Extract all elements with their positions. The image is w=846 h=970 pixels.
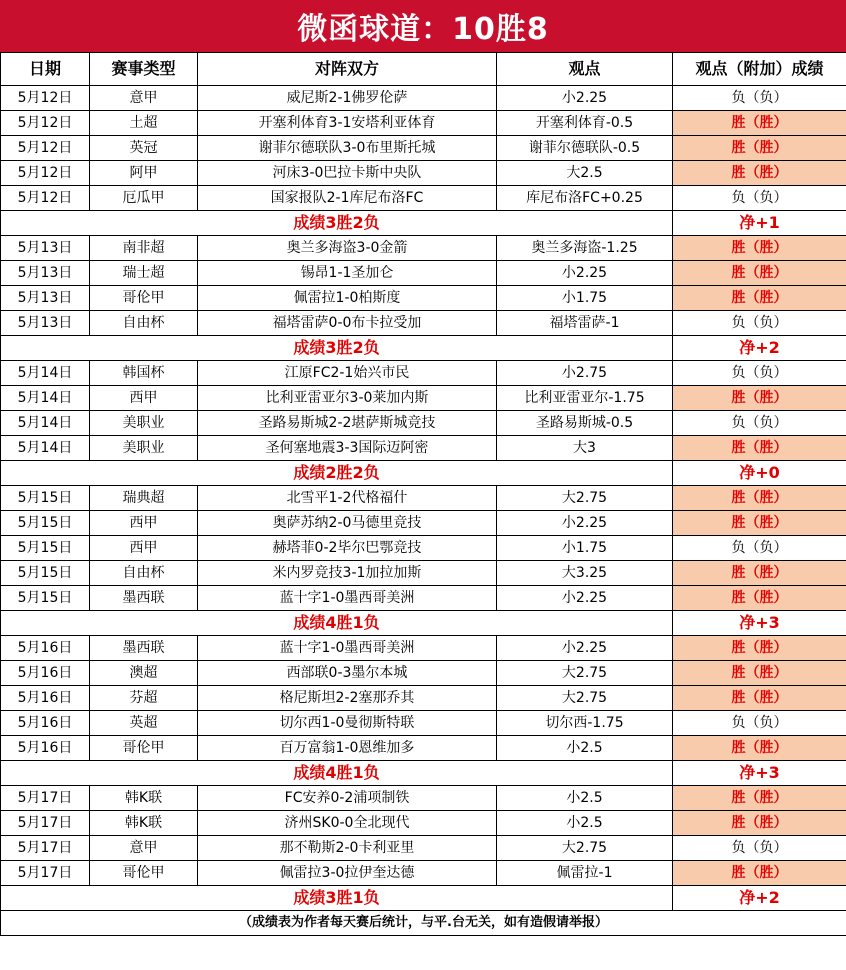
- table-row: [1, 686, 846, 711]
- cell-result: 胜（胜）: [673, 111, 846, 136]
- table-row: [1, 436, 846, 461]
- cell-date: 5月17日: [1, 861, 90, 886]
- footer-note: （成绩表为作者每天赛后统计，与平.台无关，如有造假请举报）: [1, 911, 846, 936]
- cell-match: 福塔雷萨0-0布卡拉受加: [198, 311, 497, 336]
- summary-row: [1, 886, 846, 911]
- table-row: [1, 411, 846, 436]
- summary-net: 净+1: [673, 211, 846, 236]
- cell-result: 胜（胜）: [673, 386, 846, 411]
- cell-pick: 开塞利体育-0.5: [497, 111, 673, 136]
- cell-date: 5月16日: [1, 686, 90, 711]
- cell-date: 5月12日: [1, 186, 90, 211]
- cell-match: 佩雷拉1-0柏斯度: [198, 286, 497, 311]
- summary-row: [1, 461, 846, 486]
- cell-match: 谢菲尔德联队3-0布里斯托城: [198, 136, 497, 161]
- cell-pick: 小2.25: [497, 636, 673, 661]
- cell-date: 5月13日: [1, 311, 90, 336]
- cell-match: 百万富翁1-0恩维加多: [198, 736, 497, 761]
- cell-result: 胜（胜）: [673, 511, 846, 536]
- cell-date: 5月15日: [1, 486, 90, 511]
- cell-league: 南非超: [90, 236, 198, 261]
- cell-match: 赫塔菲0-2毕尔巴鄂竞技: [198, 536, 497, 561]
- cell-pick: 大2.75: [497, 661, 673, 686]
- header-pick: 观点: [497, 53, 673, 86]
- cell-league: 英超: [90, 711, 198, 736]
- cell-date: 5月16日: [1, 636, 90, 661]
- cell-match: 切尔西1-0曼彻斯特联: [198, 711, 497, 736]
- cell-result: 负（负）: [673, 186, 846, 211]
- table-row: [1, 636, 846, 661]
- cell-date: 5月13日: [1, 261, 90, 286]
- cell-pick: 大3: [497, 436, 673, 461]
- cell-league: 澳超: [90, 661, 198, 686]
- summary-row: [1, 611, 846, 636]
- cell-match: 河床3-0巴拉卡斯中央队: [198, 161, 497, 186]
- cell-date: 5月12日: [1, 86, 90, 111]
- table-row: [1, 586, 846, 611]
- cell-result: 胜（胜）: [673, 261, 846, 286]
- cell-pick: 切尔西-1.75: [497, 711, 673, 736]
- cell-league: 美职业: [90, 436, 198, 461]
- cell-league: 意甲: [90, 836, 198, 861]
- cell-pick: 奥兰多海盗-1.25: [497, 236, 673, 261]
- summary-net: 净+2: [673, 886, 846, 911]
- cell-result: 负（负）: [673, 361, 846, 386]
- cell-match: 蓝十字1-0墨西哥美洲: [198, 636, 497, 661]
- table-row: [1, 261, 846, 286]
- cell-league: 厄瓜甲: [90, 186, 198, 211]
- cell-league: 瑞典超: [90, 486, 198, 511]
- cell-result: 负（负）: [673, 411, 846, 436]
- summary-row: [1, 336, 846, 361]
- cell-result: 胜（胜）: [673, 136, 846, 161]
- cell-date: 5月12日: [1, 136, 90, 161]
- cell-result: 胜（胜）: [673, 161, 846, 186]
- title-banner: 微函球道：10胜8: [0, 0, 846, 52]
- header-date: 日期: [1, 53, 90, 86]
- cell-match: 开塞利体育3-1安塔利亚体育: [198, 111, 497, 136]
- cell-pick: 小1.75: [497, 286, 673, 311]
- cell-league: 西甲: [90, 386, 198, 411]
- cell-league: 墨西联: [90, 586, 198, 611]
- summary-net: 净+3: [673, 611, 846, 636]
- cell-match: 西部联0-3墨尔本城: [198, 661, 497, 686]
- cell-result: 负（负）: [673, 711, 846, 736]
- table-row: [1, 511, 846, 536]
- cell-match: 格尼斯坦2-2塞那乔其: [198, 686, 497, 711]
- cell-date: 5月17日: [1, 836, 90, 861]
- cell-result: 胜（胜）: [673, 811, 846, 836]
- cell-match: 奥兰多海盗3-0金箭: [198, 236, 497, 261]
- table-row: [1, 811, 846, 836]
- cell-pick: 大3.25: [497, 561, 673, 586]
- header-result: 观点（附加）成绩: [673, 53, 846, 86]
- cell-result: 胜（胜）: [673, 861, 846, 886]
- summary-net: 净+3: [673, 761, 846, 786]
- cell-pick: 圣路易斯城-0.5: [497, 411, 673, 436]
- cell-match: 威尼斯2-1佛罗伦萨: [198, 86, 497, 111]
- cell-pick: 小2.5: [497, 786, 673, 811]
- footer-row: [1, 911, 846, 936]
- cell-match: 锡昂1-1圣加仑: [198, 261, 497, 286]
- cell-result: 胜（胜）: [673, 286, 846, 311]
- cell-match: 北雪平1-2代格福什: [198, 486, 497, 511]
- table-row: [1, 661, 846, 686]
- cell-date: 5月15日: [1, 586, 90, 611]
- cell-league: 韩K联: [90, 786, 198, 811]
- cell-date: 5月15日: [1, 561, 90, 586]
- table-row: [1, 161, 846, 186]
- cell-pick: 小2.5: [497, 736, 673, 761]
- cell-match: 奥萨苏纳2-0马德里竞技: [198, 511, 497, 536]
- cell-date: 5月15日: [1, 536, 90, 561]
- cell-league: 自由杯: [90, 311, 198, 336]
- cell-result: 胜（胜）: [673, 561, 846, 586]
- table-row: [1, 111, 846, 136]
- cell-pick: 小2.25: [497, 586, 673, 611]
- header-league: 赛事类型: [90, 53, 198, 86]
- cell-league: 阿甲: [90, 161, 198, 186]
- header-match: 对阵双方: [198, 53, 497, 86]
- cell-pick: 小1.75: [497, 536, 673, 561]
- cell-pick: 小2.25: [497, 261, 673, 286]
- cell-result: 负（负）: [673, 86, 846, 111]
- cell-pick: 小2.5: [497, 811, 673, 836]
- cell-league: 西甲: [90, 511, 198, 536]
- cell-date: 5月13日: [1, 236, 90, 261]
- cell-league: 韩国杯: [90, 361, 198, 386]
- table-row: [1, 311, 846, 336]
- cell-date: 5月16日: [1, 736, 90, 761]
- cell-match: 济州SK0-0全北现代: [198, 811, 497, 836]
- cell-pick: 大2.5: [497, 161, 673, 186]
- cell-pick: 大2.75: [497, 836, 673, 861]
- cell-league: 瑞士超: [90, 261, 198, 286]
- cell-pick: 福塔雷萨-1: [497, 311, 673, 336]
- cell-pick: 库尼布洛FC+0.25: [497, 186, 673, 211]
- cell-result: 胜（胜）: [673, 661, 846, 686]
- cell-league: 意甲: [90, 86, 198, 111]
- cell-league: 哥伦甲: [90, 286, 198, 311]
- cell-date: 5月12日: [1, 161, 90, 186]
- cell-date: 5月16日: [1, 661, 90, 686]
- cell-match: 比利亚雷亚尔3-0莱加内斯: [198, 386, 497, 411]
- cell-league: 墨西联: [90, 636, 198, 661]
- table-row: [1, 86, 846, 111]
- cell-pick: 佩雷拉-1: [497, 861, 673, 886]
- cell-pick: 大2.75: [497, 486, 673, 511]
- cell-league: 土超: [90, 111, 198, 136]
- results-table: [0, 52, 846, 936]
- cell-league: 韩K联: [90, 811, 198, 836]
- cell-result: 胜（胜）: [673, 486, 846, 511]
- table-row: [1, 561, 846, 586]
- cell-result: 胜（胜）: [673, 786, 846, 811]
- cell-result: 负（负）: [673, 836, 846, 861]
- cell-pick: 小2.75: [497, 361, 673, 386]
- cell-match: 圣何塞地震3-3国际迈阿密: [198, 436, 497, 461]
- table-row: [1, 836, 846, 861]
- summary-record: 成绩4胜1负: [1, 761, 673, 786]
- table-row: [1, 736, 846, 761]
- cell-result: 胜（胜）: [673, 436, 846, 461]
- cell-pick: 大2.75: [497, 686, 673, 711]
- header-row: [1, 53, 846, 86]
- table-row: [1, 786, 846, 811]
- summary-net: 净+0: [673, 461, 846, 486]
- cell-result: 胜（胜）: [673, 636, 846, 661]
- cell-pick: 小2.25: [497, 86, 673, 111]
- cell-match: 蓝十字1-0墨西哥美洲: [198, 586, 497, 611]
- cell-result: 负（负）: [673, 536, 846, 561]
- cell-date: 5月17日: [1, 811, 90, 836]
- cell-match: 米内罗竞技3-1加拉加斯: [198, 561, 497, 586]
- cell-league: 西甲: [90, 536, 198, 561]
- cell-match: 国家报队2-1库尼布洛FC: [198, 186, 497, 211]
- table-row: [1, 286, 846, 311]
- table-row: [1, 861, 846, 886]
- cell-match: 佩雷拉3-0拉伊奎达德: [198, 861, 497, 886]
- table-row: [1, 136, 846, 161]
- cell-league: 哥伦甲: [90, 736, 198, 761]
- table-row: [1, 486, 846, 511]
- summary-record: 成绩2胜2负: [1, 461, 673, 486]
- cell-result: 胜（胜）: [673, 736, 846, 761]
- table-row: [1, 361, 846, 386]
- table-row: [1, 536, 846, 561]
- cell-match: FC安养0-2浦项制铁: [198, 786, 497, 811]
- cell-league: 芬超: [90, 686, 198, 711]
- cell-league: 自由杯: [90, 561, 198, 586]
- table-row: [1, 711, 846, 736]
- summary-row: [1, 211, 846, 236]
- cell-pick: 比利亚雷亚尔-1.75: [497, 386, 673, 411]
- summary-record: 成绩3胜1负: [1, 886, 673, 911]
- cell-date: 5月16日: [1, 711, 90, 736]
- cell-date: 5月14日: [1, 411, 90, 436]
- cell-date: 5月14日: [1, 386, 90, 411]
- summary-record: 成绩3胜2负: [1, 336, 673, 361]
- cell-date: 5月17日: [1, 786, 90, 811]
- cell-match: 圣路易斯城2-2堪萨斯城竞技: [198, 411, 497, 436]
- cell-league: 美职业: [90, 411, 198, 436]
- cell-league: 哥伦甲: [90, 861, 198, 886]
- cell-date: 5月14日: [1, 436, 90, 461]
- cell-date: 5月12日: [1, 111, 90, 136]
- cell-result: 胜（胜）: [673, 686, 846, 711]
- table-row: [1, 236, 846, 261]
- summary-net: 净+2: [673, 336, 846, 361]
- cell-match: 江原FC2-1始兴市民: [198, 361, 497, 386]
- cell-result: 胜（胜）: [673, 236, 846, 261]
- cell-date: 5月15日: [1, 511, 90, 536]
- cell-match: 那不勒斯2-0卡利亚里: [198, 836, 497, 861]
- table-row: [1, 386, 846, 411]
- summary-row: [1, 761, 846, 786]
- cell-pick: 小2.25: [497, 511, 673, 536]
- cell-pick: 谢菲尔德联队-0.5: [497, 136, 673, 161]
- table-row: [1, 186, 846, 211]
- summary-record: 成绩3胜2负: [1, 211, 673, 236]
- table-body: [1, 86, 846, 911]
- cell-date: 5月13日: [1, 286, 90, 311]
- cell-result: 负（负）: [673, 311, 846, 336]
- cell-league: 英冠: [90, 136, 198, 161]
- cell-date: 5月14日: [1, 361, 90, 386]
- summary-record: 成绩4胜1负: [1, 611, 673, 636]
- cell-result: 胜（胜）: [673, 586, 846, 611]
